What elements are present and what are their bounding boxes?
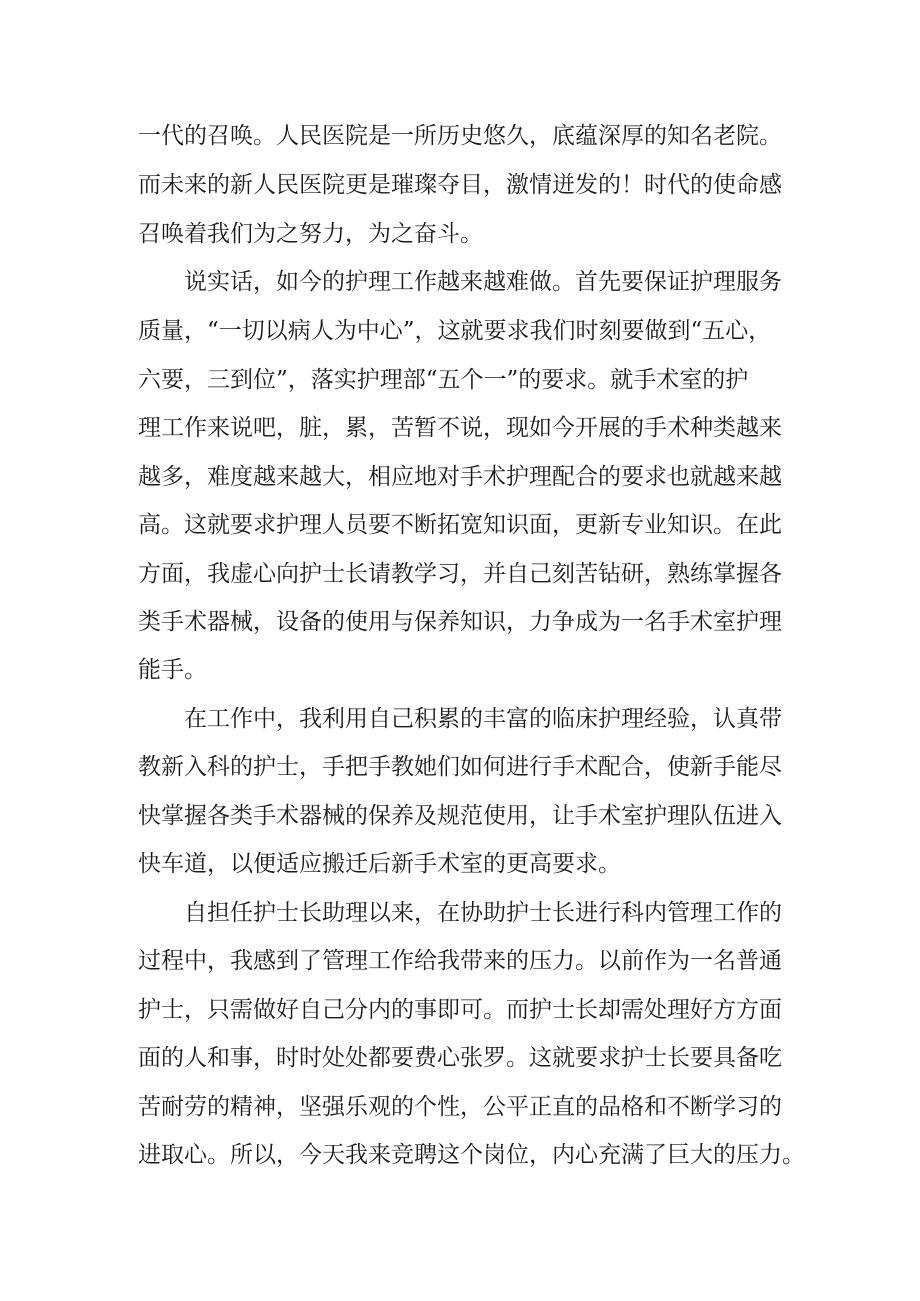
text-line: 进取心。所以，今天我来竞聘这个岗位，内心充满了巨大的压力。 — [138, 1142, 805, 1168]
text-line: 质量，“一切以病人为中心”，这就要求我们时刻要做到“五心， — [138, 318, 772, 344]
text-line: 苦耐劳的精神，坚强乐观的个性，公平正直的品格和不断学习的 — [138, 1094, 782, 1120]
text-line: 护士，只需做好自己分内的事即可。而护士长却需处理好方方面 — [138, 997, 782, 1023]
text-line: 快掌握各类手术器械的保养及规范使用，让手术室护理队伍进入 — [138, 803, 782, 829]
text-line: 面的人和事，时时处处都要费心张罗。这就要求护士长要具备吃 — [138, 1045, 782, 1071]
text-line: 类手术器械，设备的使用与保养知识，力争成为一名手术室护理 — [138, 609, 782, 635]
text-line: 召唤着我们为之努力，为之奋斗。 — [138, 221, 483, 247]
text-line: 理工作来说吧，脏，累，苦暂不说，现如今开展的手术种类越来 — [138, 415, 782, 441]
text-line: 过程中，我感到了管理工作给我带来的压力。以前作为一名普通 — [138, 948, 782, 974]
text-line: 六要，三到位”，落实护理部“五个一”的要求。就手术室的护 — [138, 367, 749, 393]
text-line: 方面，我虚心向护士长请教学习，并自己刻苦钻研，熟练掌握各 — [138, 561, 782, 587]
text-line: 能手。 — [138, 657, 207, 683]
text-line: 而未来的新人民医院更是璀璨夺目，激情迸发的！时代的使命感 — [138, 172, 782, 198]
text-line: 越多，难度越来越大，相应地对手术护理配合的要求也就越来越 — [138, 464, 782, 490]
text-line: 在工作中，我利用自己积累的丰富的临床护理经验，认真带 — [184, 706, 782, 732]
text-line: 一代的召唤。人民医院是一所历史悠久，底蕴深厚的知名老院。 — [138, 123, 782, 149]
text-line: 自担任护士长助理以来，在协助护士长进行科内管理工作的 — [184, 900, 782, 926]
text-line: 快车道，以便适应搬迁后新手术室的更高要求。 — [138, 851, 621, 877]
text-line: 说实话，如今的护理工作越来越难做。首先要保证护理服务 — [184, 269, 782, 295]
text-line: 教新入科的护士，手把手教她们如何进行手术配合，使新手能尽 — [138, 754, 782, 780]
text-line: 高。这就要求护理人员要不断拓宽知识面，更新专业知识。在此 — [138, 512, 782, 538]
